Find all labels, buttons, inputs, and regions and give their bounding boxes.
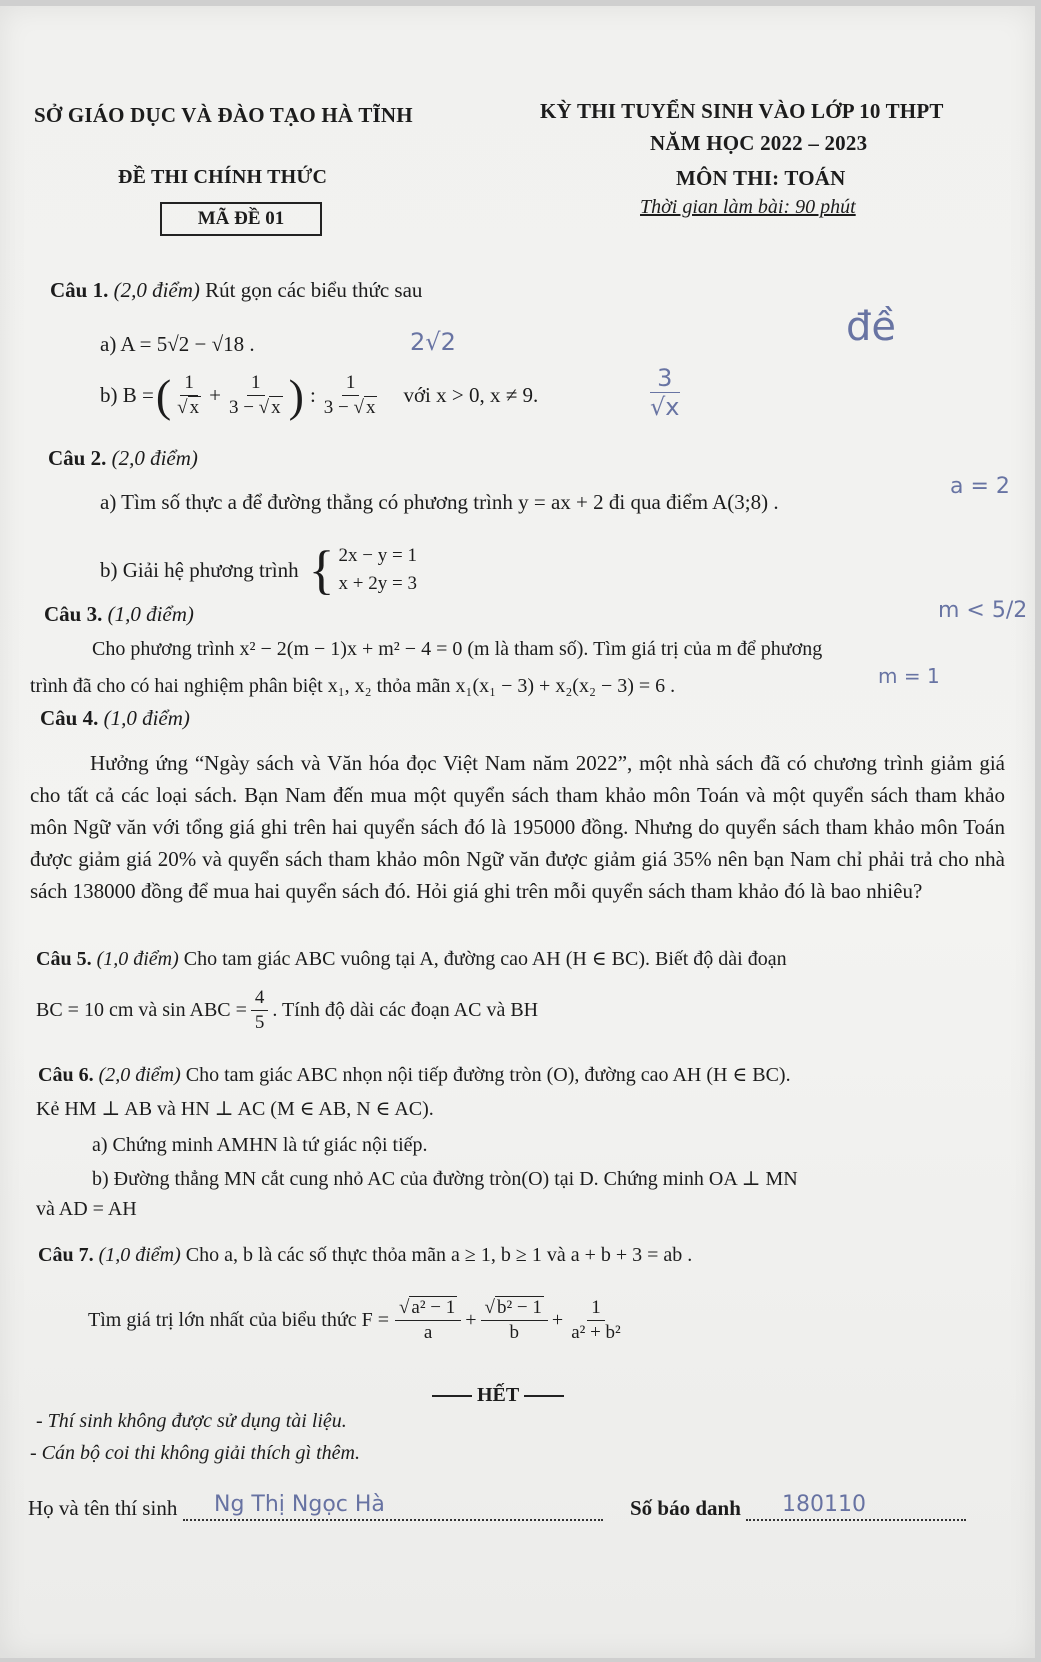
q6-title: Câu 6. xyxy=(38,1064,94,1086)
q3-points: (1,0 điểm) xyxy=(107,602,194,626)
handwriting-q3-frac: m < 5/2 xyxy=(938,598,1028,623)
exam-sheet xyxy=(0,6,1035,1658)
q6-line-2: Kẻ HM ⊥ AB và HN ⊥ AC (M ∈ AB, N ∈ AC). xyxy=(36,1098,434,1120)
q2-heading xyxy=(48,446,198,471)
q7-text-2: Tìm giá trị lớn nhất của biểu thức F = xyxy=(88,1309,389,1331)
q7-line-1 xyxy=(38,1244,692,1267)
subject-label: MÔN THI: TOÁN xyxy=(676,166,846,190)
q6-text-1: Cho tam giác ABC nhọn nội tiếp đường tròn (O), đường cao AH (H ∈ BC). xyxy=(185,1064,791,1086)
q7-title: Câu 7. xyxy=(38,1244,94,1266)
fraction-4-over-5: $\frac{4}{5}$ xyxy=(251,986,269,1035)
q5-points: (1,0 điểm) xyxy=(96,948,179,970)
q7-points: (1,0 điểm) xyxy=(98,1244,181,1266)
handwriting-candidate-id: 180110 xyxy=(782,1492,866,1517)
q4-body: Hưởng ứng “Ngày sách và Văn hóa đọc Việt Nam năm 2022”, một nhà sách đã có chương trình giảm giá cho tất cả các loại sách. Bạn Nam đến mua một quyển sách tham khảo môn Toán và một quyển sách tham khảo môn Ngữ văn với tổng giá ghi trên hai quyển sách đó là 195000 đồng. Nhưng do quyển sách tham khảo môn Toán được giảm giá 20% và quyển sách tham khảo môn Ngữ văn được giảm giá 35% nên bạn Nam chỉ phải trả cho nhà sách 138000 đồng để mua hai quyển sách đó. Hỏi giá ghi trên mỗi quyển sách tham khảo đó là bao nhiêu? xyxy=(30,751,1005,903)
department-name: SỞ GIÁO DỤC VÀ ĐÀO TẠO HÀ TĨNH xyxy=(34,103,413,127)
fraction-1-over-3-minus-sqrt-x: $\frac{1}{3 - √ x}$ xyxy=(228,372,281,418)
q5-line-1 xyxy=(36,946,787,971)
q1-title: Câu 1. xyxy=(50,278,109,302)
exam-code-box: MÃ ĐỀ 01 xyxy=(160,202,322,236)
q1-part-a: a) A = 5√2 − √18 . xyxy=(100,332,255,356)
q6-points: (2,0 điểm) xyxy=(98,1064,181,1086)
handwriting-q1b-num: 3 xyxy=(657,364,673,392)
q5-text-1: Cho tam giác ABC vuông tại A, đường cao AH (H ∈ BC). Biết độ dài đoạn xyxy=(183,948,787,970)
q1-part-b: b) B = ( $\frac{1}{√ x}$ + $\frac{1}{3 - √ x}$ ) : $\frac{1}{3 - √ x}$ với x > 0, x ≠ 9. xyxy=(100,370,539,421)
fraction-divisor: $\frac{1}{3 - √ x}$ xyxy=(323,372,376,418)
q3-line-1: Cho phương trình x² − 2(m − 1)x + m² − 4 = 0 (m là tham số). Tìm giá trị của m để phương xyxy=(92,638,823,660)
handwriting-q1b xyxy=(650,364,680,421)
q6-part-b: b) Đường thẳng MN cắt cung nhỏ AC của đường tròn(O) tại D. Chứng minh OA ⊥ MN xyxy=(92,1168,798,1190)
q1b-prefix: b) B = xyxy=(100,383,154,407)
q3-heading xyxy=(44,602,194,627)
fraction-sqrt-a2-minus-1-over-a: $\frac{\text{√ a² − 1}}{a}$ xyxy=(395,1296,461,1345)
end-marker xyxy=(432,1384,564,1407)
q7-line-2: Tìm giá trị lớn nhất của biểu thức F = $\frac{\text{√ a² − 1}}{a}$ + $\frac{\text{√ b² − 1}}{b}$ + $\frac{1}{\text{a² + b²}}$ xyxy=(88,1296,625,1345)
q2-part-a: a) Tìm số thực a để đường thẳng có phương trình y = ax + 2 đi qua điểm A(3;8) . xyxy=(100,490,779,514)
system-equations xyxy=(339,542,417,598)
exam-time: Thời gian làm bài: 90 phút xyxy=(640,196,856,218)
close-paren: ) xyxy=(288,370,304,421)
q3-line-2: trình đã cho có hai nghiệm phân biệt x₁, x₂ thỏa mãn x₁(x₁ − 3) + x₂(x₂ − 3) = 6 . xyxy=(30,675,676,697)
q2-part-b xyxy=(100,542,417,598)
q5-text-2: BC = 10 cm và sin ABC = xyxy=(36,999,247,1021)
q5-text-3: . Tính độ dài các đoạn AC và BH xyxy=(272,999,539,1021)
handwriting-q1b-den: √x xyxy=(650,393,680,421)
end-text: HẾT xyxy=(477,1384,519,1406)
q2-title: Câu 2. xyxy=(48,446,107,470)
system-brace: { xyxy=(308,540,335,600)
q6-part-a: a) Chứng minh AMHN là tứ giác nội tiếp. xyxy=(92,1134,428,1156)
handwriting-candidate-name: Ng Thị Ngọc Hà xyxy=(214,1492,385,1517)
note-1: - Thí sinh không được sử dụng tài liệu. xyxy=(36,1410,347,1432)
q4-title: Câu 4. xyxy=(40,706,99,730)
q1-intro: Rút gọn các biểu thức sau xyxy=(205,278,423,302)
q2b-text: b) Giải hệ phương trình xyxy=(100,557,299,582)
official-label: ĐỀ THI CHÍNH THỨC xyxy=(118,166,328,188)
q6-part-b-cont: và AD = AH xyxy=(36,1198,137,1220)
open-paren: ( xyxy=(155,370,172,421)
fraction-1-over-a2-plus-b2: $\frac{1}{\text{a² + b²}}$ xyxy=(571,1297,621,1343)
q5-title: Câu 5. xyxy=(36,948,92,970)
fraction-sqrt-b2-minus-1-over-b: $\frac{\text{√ b² − 1}}{b}$ xyxy=(481,1296,548,1345)
q4-heading xyxy=(40,706,190,731)
equation-2: x + 2y = 3 xyxy=(338,573,417,594)
q6-line-1 xyxy=(38,1062,791,1087)
candidate-id-label: Số báo danh xyxy=(630,1496,741,1520)
q1b-condition: với x > 0, x ≠ 9. xyxy=(403,383,539,407)
q5-line-2 xyxy=(36,986,538,1035)
q1-heading xyxy=(50,278,422,303)
q1-points: (2,0 điểm) xyxy=(113,278,200,302)
handwriting-q2a: a = 2 xyxy=(950,474,1010,499)
fraction-1-over-sqrt-x: $\frac{1}{√ x}$ xyxy=(177,372,200,418)
candidate-name-label: Họ và tên thí sinh xyxy=(28,1496,178,1520)
exam-name: KỲ THI TUYỂN SINH VÀO LỚP 10 THPT xyxy=(540,99,944,123)
q4-points: (1,0 điểm) xyxy=(103,706,190,730)
school-year: NĂM HỌC 2022 – 2023 xyxy=(650,131,868,155)
handwriting-q3-m: m = 1 xyxy=(878,664,940,688)
handwriting-q1a: 2√2 xyxy=(410,328,456,356)
q7-text-1: Cho a, b là các số thực thỏa mãn a ≥ 1, b ≥ 1 và a + b + 3 = ab . xyxy=(185,1244,693,1266)
note-2: - Cán bộ coi thi không giải thích gì thêm. xyxy=(30,1442,360,1464)
q3-title: Câu 3. xyxy=(44,602,103,626)
equation-1: 2x − y = 1 xyxy=(338,545,417,566)
handwriting-top-right: đề xyxy=(846,304,896,350)
q2-points: (2,0 điểm) xyxy=(111,446,198,470)
